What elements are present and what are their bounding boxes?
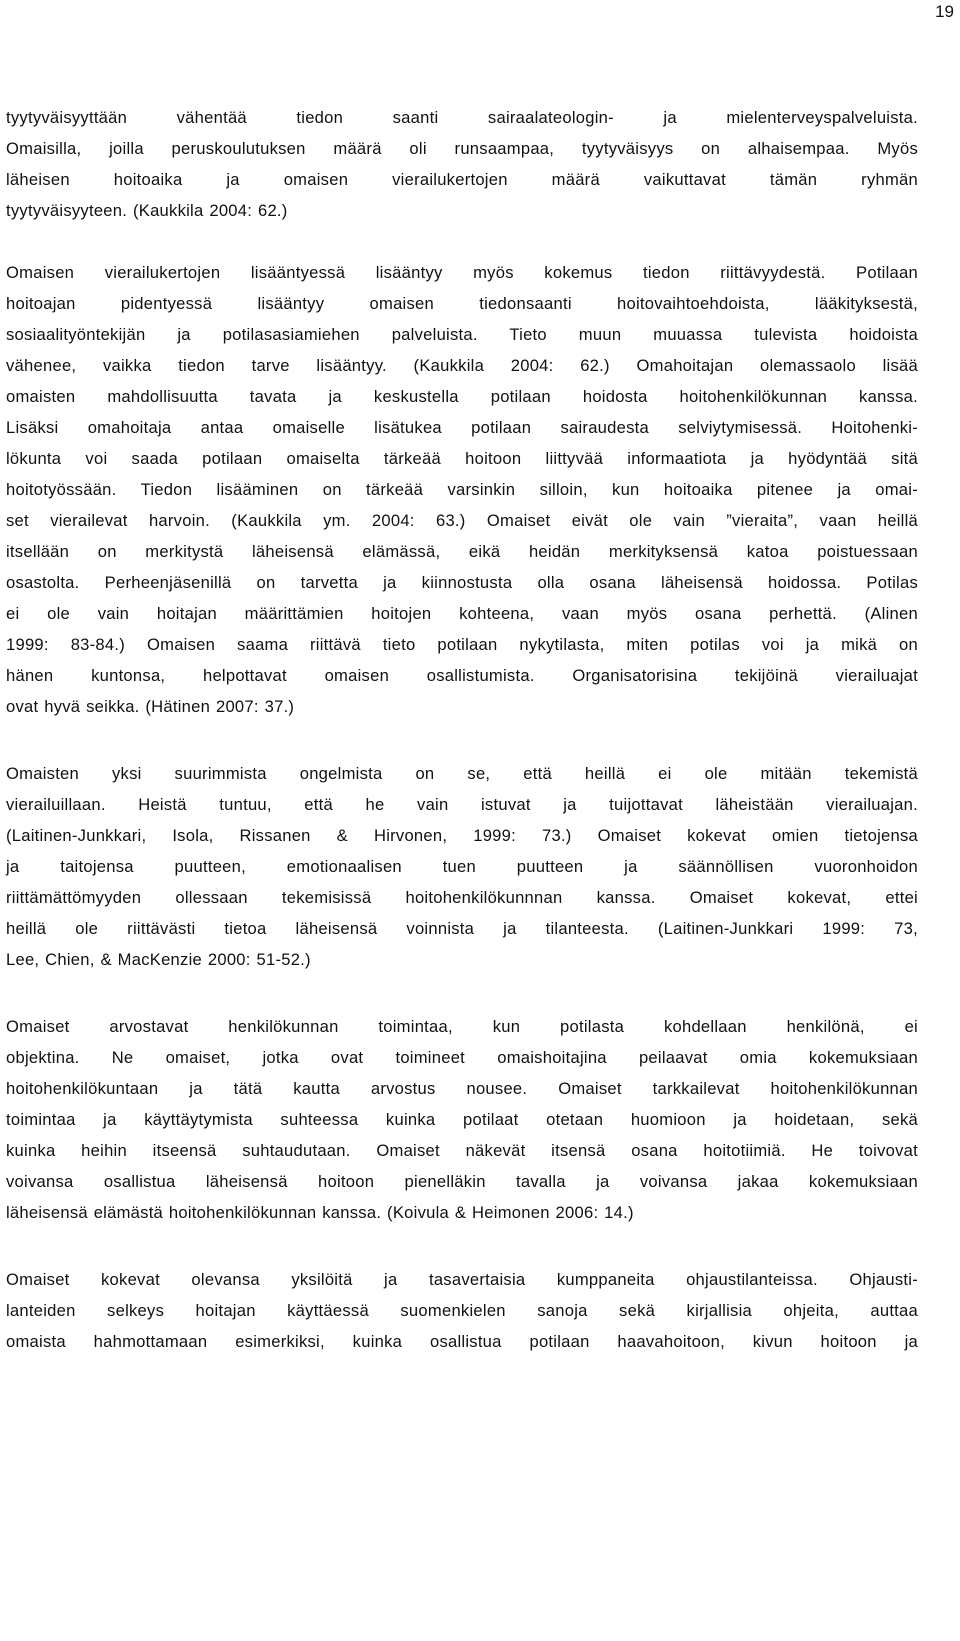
- text-line: objektina. Ne omaiset, jotka ovat toimineet omaishoitajina peilaavat omia kokemuksiaan: [6, 1048, 918, 1067]
- page-number: 19: [935, 2, 954, 21]
- text-line: Lee, Chien, & MacKenzie 2000: 51-52.): [6, 950, 311, 969]
- text-line: ovat hyvä seikka. (Hätinen 2007: 37.): [6, 697, 295, 716]
- text-line: kuinka heihin itseensä suhtaudutaan. Omaiset näkevät itsensä osana hoitotiimiä. He toivovat: [6, 1141, 918, 1160]
- text-line: Omaisilla, joilla peruskoulutuksen määrä oli runsaampaa, tyytyväisyys on alhaisempaa. Myös: [6, 139, 918, 158]
- text-line: set vierailevat harvoin. (Kaukkila ym. 2004: 63.) Omaiset eivät ole vain ”vieraita”, vaan heillä: [6, 511, 918, 530]
- text-line: Omaisten yksi suurimmista ongelmista on se, että heillä ei ole mitään tekemistä: [6, 764, 918, 783]
- paragraph-5: [6, 1264, 918, 1357]
- text-line: ei ole vain hoitajan määrittämien hoitojen kohteena, vaan myös osana perhettä. (Alinen: [6, 604, 918, 623]
- text-line: heillä ole riittävästi tietoa läheisensä voinnista ja tilanteesta. (Laitinen-Junkkari 1999: 73,: [6, 919, 918, 938]
- paragraph-3: [6, 758, 918, 975]
- text-line: itsellään on merkitystä läheisensä elämässä, eikä heidän merkityksensä katoa poistuessaan: [6, 542, 918, 561]
- document-body: [6, 102, 918, 1357]
- text-line: hoitohenkilökuntaan ja tätä kautta arvostus nousee. Omaiset tarkkailevat hoitohenkilökunnan: [6, 1079, 918, 1098]
- text-line: omaisten mahdollisuutta tavata ja keskustella potilaan hoidosta hoitohenkilökunnan kanssa.: [6, 387, 918, 406]
- text-line: vähenee, vaikka tiedon tarve lisääntyy. (Kaukkila 2004: 62.) Omahoitajan olemassaolo lisää: [6, 356, 918, 375]
- text-line: ja taitojensa puutteen, emotionaalisen tuen puutteen ja säännöllisen vuoronhoidon: [6, 857, 918, 876]
- text-line: vierailuillaan. Heistä tuntuu, että he vain istuvat ja tuijottavat läheistään vierailuajan.: [6, 795, 918, 814]
- text-line: omaista hahmottamaan esimerkiksi, kuinka osallistua potilaan haavahoitoon, kivun hoitoon ja: [6, 1332, 918, 1351]
- text-line: Lisäksi omahoitaja antaa omaiselle lisätukea potilaan sairaudesta selviytymisessä. Hoitohenki-: [6, 418, 918, 437]
- text-line: riittämättömyyden ollessaan tekemisissä hoitohenkilökunnnan kanssa. Omaiset kokevat, ettei: [6, 888, 918, 907]
- text-line: lökunta voi saada potilaan omaiselta tärkeää hoitoon liittyvää informaatiota ja hyödyntää sitä: [6, 449, 918, 468]
- text-line: läheisen hoitoaika ja omaisen vierailukertojen määrä vaikuttavat tämän ryhmän: [6, 170, 918, 189]
- text-line: Omaiset arvostavat henkilökunnan toimintaa, kun potilasta kohdellaan henkilönä, ei: [6, 1017, 918, 1036]
- text-line: 1999: 83-84.) Omaisen saama riittävä tieto potilaan nykytilasta, miten potilas voi ja mikä on: [6, 635, 918, 654]
- text-line: sosiaalityöntekijän ja potilasasiamiehen palveluista. Tieto muun muuassa tulevista hoidoista: [6, 325, 918, 344]
- text-line: (Laitinen-Junkkari, Isola, Rissanen & Hirvonen, 1999: 73.) Omaiset kokevat omien tietojensa: [6, 826, 918, 845]
- text-line: Omaiset kokevat olevansa yksilöitä ja tasavertaisia kumppaneita ohjaustilanteissa. Ohjausti-: [6, 1270, 918, 1289]
- text-line: tyytyväisyyttään vähentää tiedon saanti sairaalateologin- ja mielenterveyspalveluista.: [6, 108, 918, 127]
- text-line: toimintaa ja käyttäytymista suhteessa kuinka potilaat otetaan huomioon ja hoidetaan, sekä: [6, 1110, 918, 1129]
- paragraph-2: [6, 257, 918, 722]
- paragraph-1: [6, 102, 918, 226]
- text-line: osastolta. Perheenjäsenillä on tarvetta ja kiinnostusta olla osana läheisensä hoidossa. Potilas: [6, 573, 918, 592]
- paragraph-4: [6, 1011, 918, 1228]
- text-line: lanteiden selkeys hoitajan käyttäessä suomenkielen sanoja sekä kirjallisia ohjeita, auttaa: [6, 1301, 918, 1320]
- text-line: hoitoajan pidentyessä lisääntyy omaisen tiedonsaanti hoitovaihtoehdoista, lääkityksestä,: [6, 294, 918, 313]
- text-line: hänen kuntonsa, helpottavat omaisen osallistumista. Organisatorisina tekijöinä vierailuajat: [6, 666, 918, 685]
- text-line: hoitotyössään. Tiedon lisääminen on tärkeää varsinkin silloin, kun hoitoaika pitenee ja omai-: [6, 480, 918, 499]
- text-line: Omaisen vierailukertojen lisääntyessä lisääntyy myös kokemus tiedon riittävyydestä. Potilaan: [6, 263, 918, 282]
- text-line: tyytyväisyyteen. (Kaukkila 2004: 62.): [6, 201, 288, 220]
- text-line: voivansa osallistua läheisensä hoitoon pienelläkin tavalla ja voivansa jakaa kokemuksiaan: [6, 1172, 918, 1191]
- text-line: läheisensä elämästä hoitohenkilökunnan kanssa. (Koivula & Heimonen 2006: 14.): [6, 1203, 634, 1222]
